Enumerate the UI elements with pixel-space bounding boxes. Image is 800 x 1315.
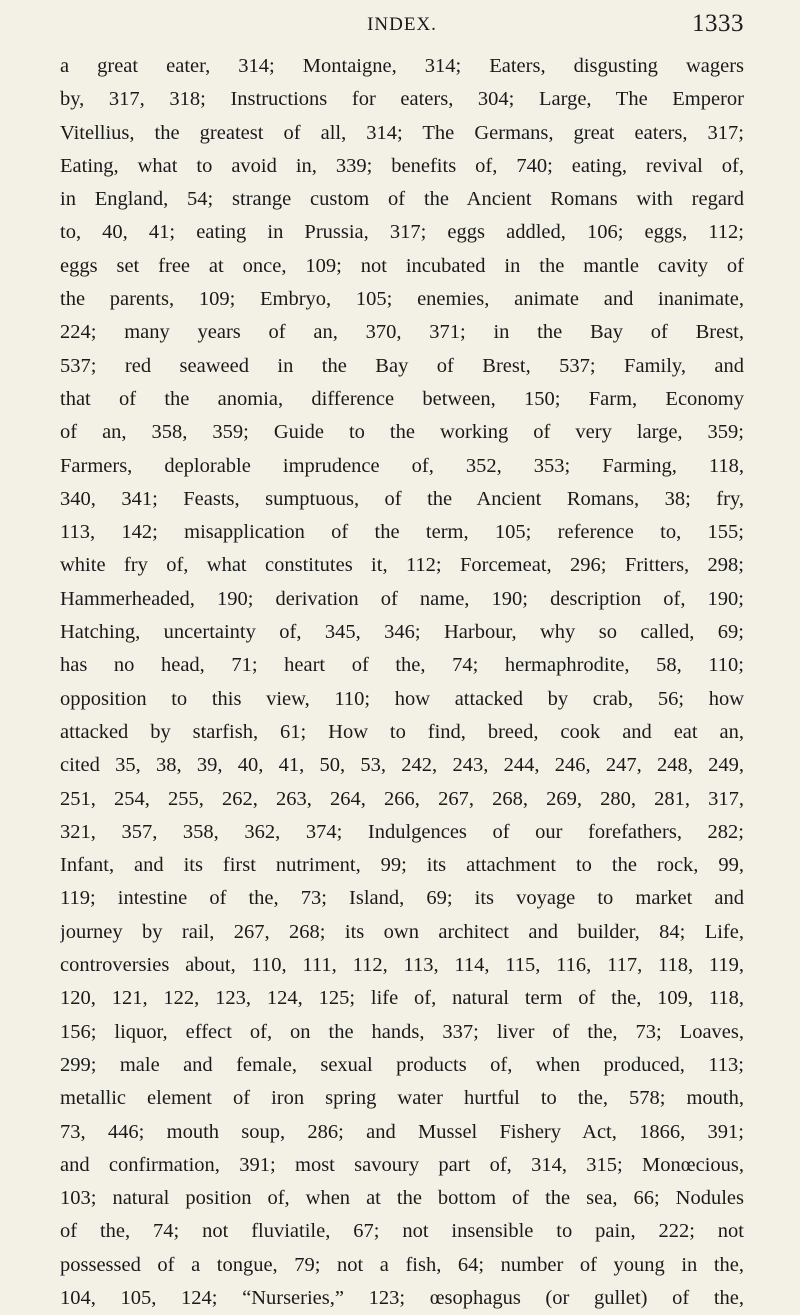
- index-line: by, 317, 318; Instructions for eaters, 304; Large, The Emperor: [60, 88, 744, 111]
- index-line: Farmers, deplorable imprudence of, 352, 353; Farming, 118,: [60, 454, 744, 477]
- index-line: to, 40, 41; eating in Prussia, 317; eggs addled, 106; eggs, 112;: [60, 221, 744, 244]
- index-line: controversies about, 110, 111, 112, 113, 114, 115, 116, 117, 118, 119,: [60, 954, 744, 977]
- index-line: 251, 254, 255, 262, 263, 264, 266, 267, 268, 269, 280, 281, 317,: [60, 787, 744, 810]
- index-line: of an, 358, 359; Guide to the working of very large, 359;: [60, 421, 744, 444]
- index-line: 156; liquor, effect of, on the hands, 337; liver of the, 73; Loaves,: [60, 1020, 744, 1043]
- index-line: 321, 357, 358, 362, 374; Indulgences of our forefathers, 282;: [60, 820, 744, 843]
- index-line: a great eater, 314; Montaigne, 314; Eaters, disgusting wagers: [60, 55, 744, 77]
- page-header: [60, 6, 744, 50]
- index-line: Eating, what to avoid in, 339; benefits of, 740; eating, revival of,: [60, 154, 744, 177]
- index-line: eggs set free at once, 109; not incubated in the mantle cavity of: [60, 254, 744, 277]
- index-line: opposition to this view, 110; how attacked by crab, 56; how: [60, 687, 744, 710]
- index-line: in England, 54; strange custom of the Ancient Romans with regard: [60, 188, 744, 211]
- index-line: 113, 142; misapplication of the term, 105; reference to, 155;: [60, 521, 744, 544]
- index-line: 340, 341; Feasts, sumptuous, of the Ancient Romans, 38; fry,: [60, 487, 744, 510]
- index-line: 73, 446; mouth soup, 286; and Mussel Fishery Act, 1866, 391;: [60, 1120, 744, 1143]
- page-number: 1333: [692, 10, 744, 37]
- index-line: white fry of, what constitutes it, 112; Forcemeat, 296; Fritters, 298;: [60, 554, 744, 577]
- index-line: the parents, 109; Embryo, 105; enemies, animate and inanimate,: [60, 288, 744, 311]
- index-line: metallic element of iron spring water hurtful to the, 578; mouth,: [60, 1087, 744, 1110]
- running-title: INDEX.: [367, 14, 437, 35]
- index-line: possessed of a tongue, 79; not a fish, 64; number of young in the,: [60, 1253, 744, 1276]
- index-line: has no head, 71; heart of the, 74; hermaphrodite, 58, 110;: [60, 654, 744, 677]
- index-entries: [60, 50, 744, 1315]
- index-line: Vitellius, the greatest of all, 314; The Germans, great eaters, 317;: [60, 121, 744, 144]
- index-line: journey by rail, 267, 268; its own architect and builder, 84; Life,: [60, 920, 744, 943]
- index-line: attacked by starfish, 61; How to find, breed, cook and eat an,: [60, 720, 744, 743]
- index-line: 120, 121, 122, 123, 124, 125; life of, natural term of the, 109, 118,: [60, 987, 744, 1010]
- index-line: 537; red seaweed in the Bay of Brest, 537; Family, and: [60, 354, 744, 377]
- index-line: 119; intestine of the, 73; Island, 69; its voyage to market and: [60, 887, 744, 910]
- index-line: 104, 105, 124; “Nurseries,” 123; œsophagus (or gullet) of the,: [60, 1286, 744, 1309]
- index-line: Hatching, uncertainty of, 345, 346; Harbour, why so called, 69;: [60, 621, 744, 644]
- index-line: Infant, and its first nutriment, 99; its attachment to the rock, 99,: [60, 854, 744, 877]
- index-line: 299; male and female, sexual products of, when produced, 113;: [60, 1053, 744, 1076]
- index-line: of the, 74; not fluviatile, 67; not insensible to pain, 222; not: [60, 1220, 744, 1243]
- index-line: cited 35, 38, 39, 40, 41, 50, 53, 242, 243, 244, 246, 247, 248, 249,: [60, 754, 744, 777]
- index-line: and confirmation, 391; most savoury part of, 314, 315; Monœcious,: [60, 1153, 744, 1176]
- index-line: 103; natural position of, when at the bottom of the sea, 66; Nodules: [60, 1187, 744, 1210]
- index-line: that of the anomia, difference between, 150; Farm, Economy: [60, 387, 744, 410]
- index-page: [60, 6, 744, 1315]
- index-line: Hammerheaded, 190; derivation of name, 190; description of, 190;: [60, 587, 744, 610]
- index-line: 224; many years of an, 370, 371; in the Bay of Brest,: [60, 321, 744, 344]
